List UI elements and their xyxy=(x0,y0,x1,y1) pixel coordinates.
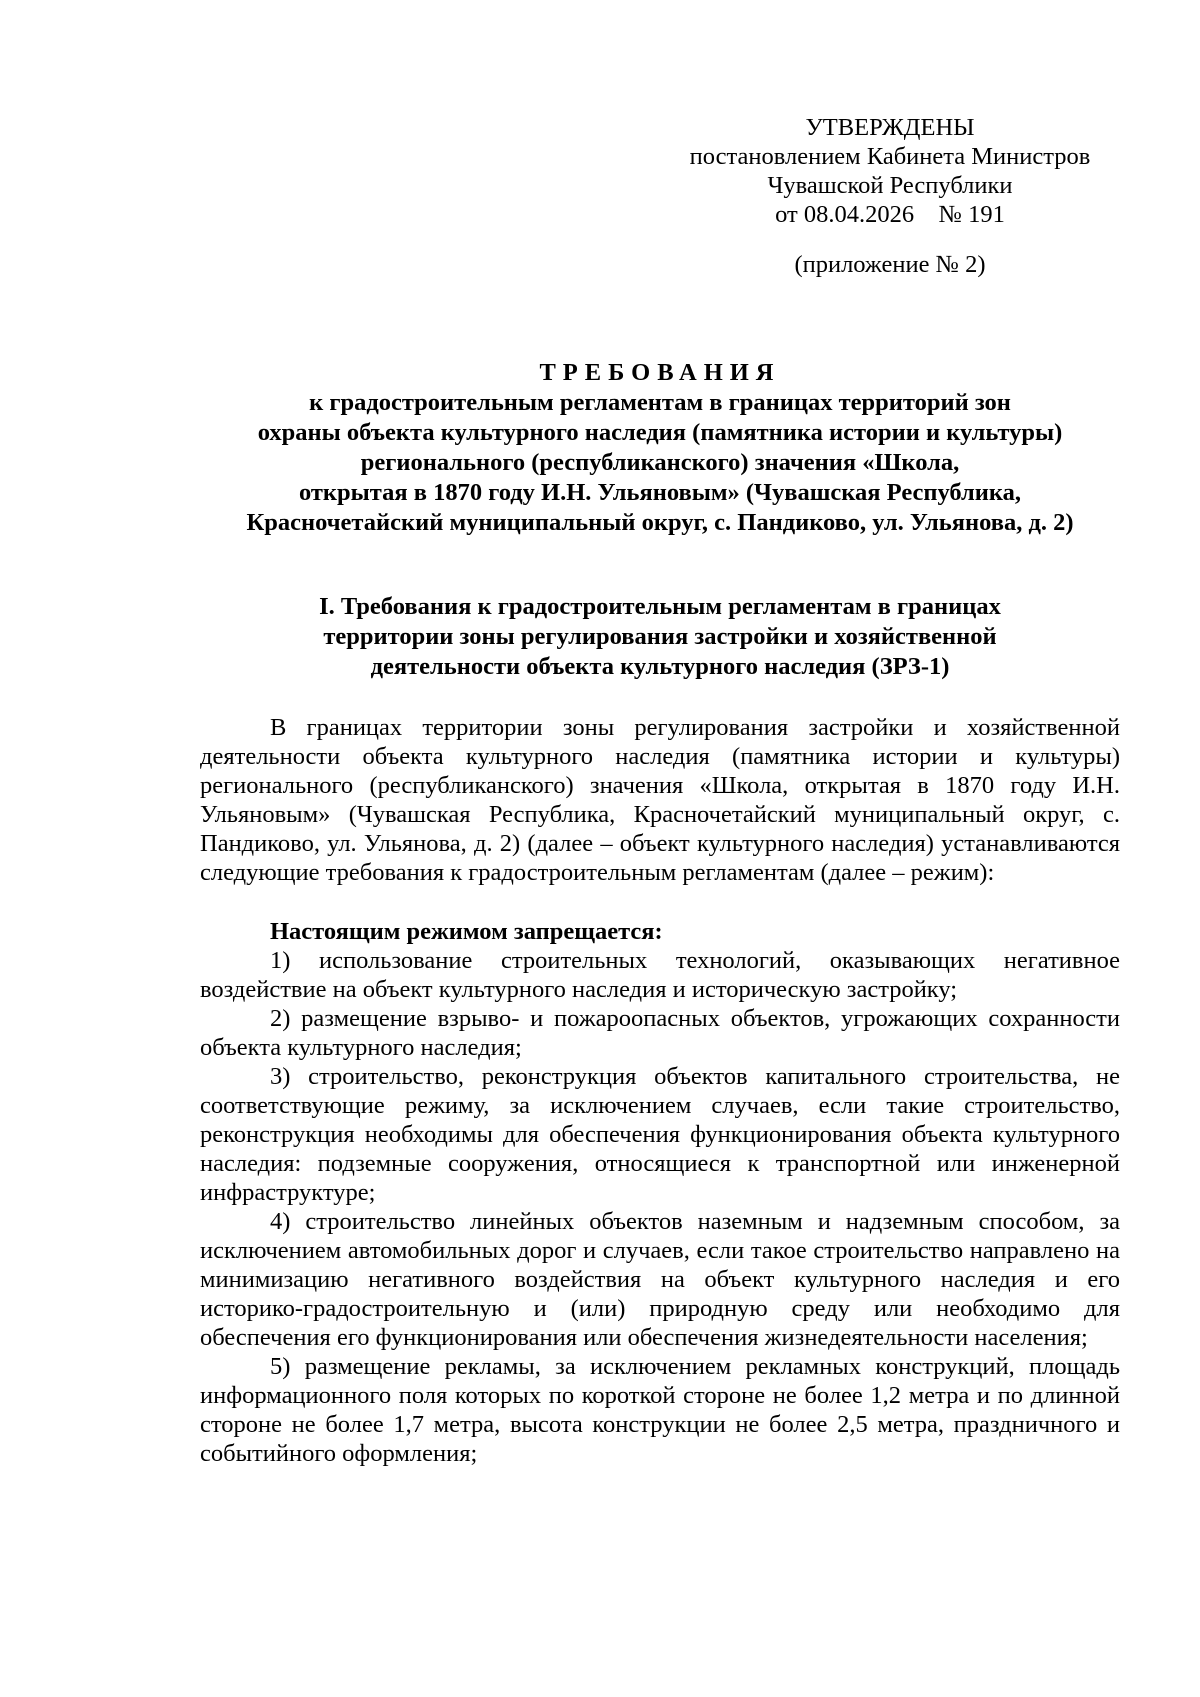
section-title-line: I. Требования к градостроительным регламентам в границах xyxy=(319,593,1001,620)
section-title-line: деятельности объекта культурного наследия (ЗРЗ-1) xyxy=(370,653,950,680)
document-title xyxy=(200,358,1120,538)
list-item: 5) размещение рекламы, за исключением рекламных конструкций, площадь информационного поля которых по короткой стороне не более 1,2 метра и по длинной стороне не более 1,7 метра, высота конструкции не более 2,5 метра, праздничного и событийного оформления; xyxy=(200,1353,1120,1467)
section-1-body xyxy=(200,713,1120,1468)
title-line: к градостроительным регламентам в границах территорий зон xyxy=(309,389,1011,416)
title-heading: ТРЕБОВАНИЯ xyxy=(539,359,781,386)
approval-block xyxy=(660,113,1120,279)
title-line: регионального (республиканского) значения «Школа, xyxy=(360,449,960,476)
approval-region: Чувашской Республики xyxy=(767,172,1013,199)
section-title-line: территории зоны регулирования застройки и хозяйственной xyxy=(323,623,997,650)
approval-appendix: (приложение № 2) xyxy=(794,251,986,278)
list-item: 2) размещение взрыво- и пожароопасных объектов, угрожающих сохранности объекта культурного наследия; xyxy=(200,1005,1120,1061)
approval-date-number: от 08.04.2026 № 191 xyxy=(775,201,1005,228)
approval-authority: постановлением Кабинета Министров xyxy=(689,143,1091,170)
list-item: 1) использование строительных технологий, оказывающих негативное воздействие на объект культурного наследия и историческую застройку; xyxy=(200,947,1120,1003)
intro-paragraph: В границах территории зоны регулирования застройки и хозяйственной деятельности объекта культурного наследия (памятника истории и культуры) регионального (республиканского) значения «Школа, открытая в 1870 году И.Н. Ульяновым» (Чувашская Республика, Красночетайский муниципальный округ, с. Пандиково, ул. Ульянова, д. 2) (далее – объект культурного наследия) устанавливаются следующие требования к градостроительным регламентам (далее – режим): xyxy=(200,714,1120,886)
list-item: 4) строительство линейных объектов наземным и надземным способом, за исключением автомобильных дорог и случаев, если такое строительство направлено на минимизацию негативного воздействия на объект культурного наследия и его историко-градостроительную и (или) природную среду или необходимо для обеспечения его функционирования или обеспечения жизнедеятельности населения; xyxy=(200,1208,1120,1351)
approval-title: УТВЕРЖДЕНЫ xyxy=(805,114,975,141)
title-line: открытая в 1870 году И.Н. Ульяновым» (Чувашская Республика, xyxy=(298,479,1022,506)
title-line: охраны объекта культурного наследия (памятника истории и культуры) xyxy=(257,419,1063,446)
title-line: Красночетайский муниципальный округ, с. Пандиково, ул. Ульянова, д. 2) xyxy=(246,509,1074,536)
list-item: 3) строительство, реконструкция объектов капитального строительства, не соответствующие режиму, за исключением случаев, если такие строительство, реконструкция необходимы для обеспечения функционирования объекта культурного наследия: подземные сооружения, относящиеся к транспортной или инженерной инфраструктуре; xyxy=(200,1063,1120,1206)
prohibited-heading: Настоящим режимом запрещается: xyxy=(270,918,663,945)
section-1-title xyxy=(250,592,1070,682)
